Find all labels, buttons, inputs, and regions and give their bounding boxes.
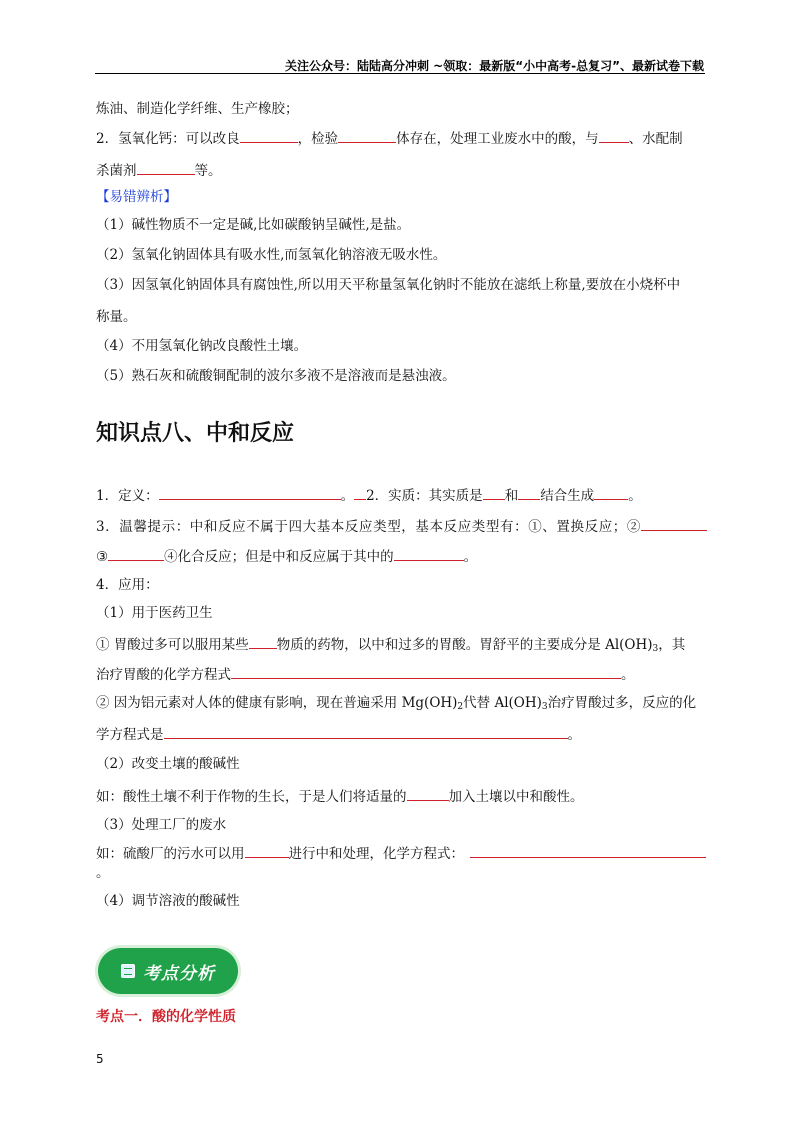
exam-analysis-badge [98,948,238,994]
fill-blank [240,128,298,143]
page-header: 关注公众号：陆陆高分冲刺 ~领取：最新版“小中高考-总复习”、最新试卷下载 [285,59,704,73]
exam-point-title: 考点一．酸的化学性质 [96,1009,236,1025]
text-line: 如：硫酸厂的污水可以用 进行中和处理，化学方程式： [96,843,706,863]
badge-label: 考点分析 [143,963,215,984]
fill-blank [108,546,164,561]
fill-blank [249,634,277,649]
fill-blank [338,128,396,143]
definition-line: 1．定义： 。 2．实质：其实质是 和 结合生成 。 [96,485,642,505]
section-heading: 知识点八、中和反应 [96,421,295,446]
fill-blank [231,664,621,679]
tip-line: ③ ④化合反应；但是中和反应属于其中的 。 [96,546,477,566]
text-line: （3）处理工厂的废水 [96,817,227,833]
fill-blank [407,786,449,801]
text-line: 如：酸性土壤不利于作物的生长，于是人们将适量的 加入土壤以中和酸性。 [96,786,584,806]
error-analysis-title: 【易错辨析】 [96,189,177,205]
text-line: （2）改变土壤的酸碱性 [96,756,240,772]
fill-blank [137,160,195,175]
fill-blank [354,485,366,500]
error-item: （1）碱性物质不一定是碱,比如碳酸钠呈碱性,是盐。 [96,217,411,233]
fill-blank [245,843,289,858]
tip-line: 3．温馨提示：中和反应不属于四大基本反应类型，基本反应类型有：①、置换反应；② [96,516,707,536]
fill-blank [159,485,341,500]
text-line: 炼油、制造化学纤维、生产橡胶； [96,101,299,117]
fill-blank [641,516,707,531]
text-line: ① 胃酸过多可以服用某些 物质的药物，以中和过多的胃酸。胃舒平的主要成分是 $Al(OH)_3$，其 [96,634,685,658]
text-line: 4．应用： [96,577,159,593]
page-number: 5 [96,1052,104,1066]
text-line: （4）调节溶液的酸碱性 [96,893,240,909]
text-line: 学方程式是 。 [96,724,581,744]
book-icon [121,964,135,978]
fill-blank [594,485,628,500]
error-item: （4）不用氢氧化钠改良酸性土壤。 [96,338,308,354]
error-item: （5）熟石灰和硫酸铜配制的波尔多液不是溶液而是悬浊液。 [96,368,456,384]
fill-blank [164,724,568,739]
text-line: ② 因为铝元素对人体的健康有影响，现在普遍采用 $Mg(OH)_2$代替 $Al(OH)_3$治疗胃酸过多，反应的化 [96,695,697,712]
fill-blank [599,128,629,143]
fill-blank [483,485,505,500]
error-item: （2）氢氧化钠固体具有吸水性,而氢氧化钠溶液无吸水性。 [96,247,447,263]
fill-blank [518,485,540,500]
text-line: 杀菌剂 等。 [96,160,222,180]
text-line: 。 [96,865,110,881]
error-item: 称量。 [96,309,137,325]
header-rule [95,73,705,74]
fill-blank [394,546,464,561]
error-item: （3）因氢氧化钠固体具有腐蚀性,所以用天平称量氢氧化钠时不能放在滤纸上称量,要放在小烧杯中 [96,277,681,293]
text-line: 2．氢氧化钙：可以改良 ，检验 体存在，处理工业废水中的酸，与 、水配制 [96,128,683,148]
text-line: 治疗胃酸的化学方程式 。 [96,664,635,684]
text-line: （1）用于医药卫生 [96,605,213,621]
fill-blank [470,843,706,858]
